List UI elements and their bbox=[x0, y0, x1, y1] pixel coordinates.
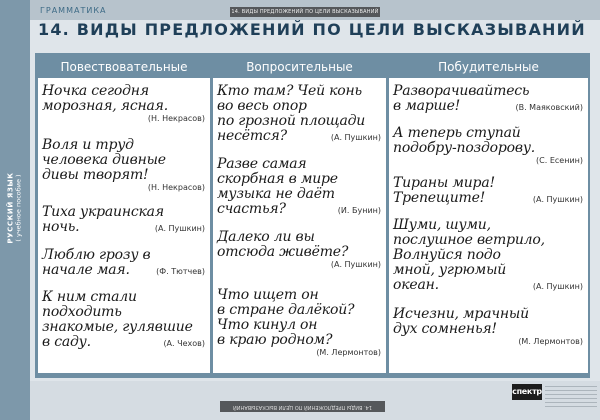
quote-text: Разве самая скорбная в мире музыка не даёт счастья? bbox=[217, 156, 338, 217]
quote-author: (А. Пушкин) bbox=[330, 260, 381, 269]
quote-author: (А. Пушкин) bbox=[330, 133, 381, 142]
quote-item bbox=[217, 288, 381, 358]
page-title: 14. ВИДЫ ПРЕДЛОЖЕНИЙ ПО ЦЕЛИ ВЫСКАЗЫВАНИЙ bbox=[38, 20, 586, 39]
quote-author: (А. Пушкин) bbox=[532, 195, 583, 204]
side-band bbox=[0, 0, 30, 420]
quote-author: (М. Лермонтов) bbox=[518, 337, 583, 346]
quote-item bbox=[217, 230, 381, 270]
quote-item bbox=[393, 126, 583, 166]
footer-caption: 14. ВИДЫ ПРЕДЛОЖЕНИЙ ПО ЦЕЛИ ВЫСКАЗЫВАНИЙ bbox=[220, 401, 385, 412]
sidebar-subtitle: ( учебное пособие ) bbox=[15, 174, 23, 242]
column-declarative bbox=[38, 78, 210, 373]
column-imperative bbox=[389, 78, 588, 373]
quote-item bbox=[42, 84, 205, 124]
quote-text: Далеко ли вы отсюда живёте? bbox=[217, 229, 349, 260]
publisher-logo: спектр bbox=[512, 384, 542, 400]
quote-item bbox=[217, 157, 381, 217]
quote-text: А теперь ступай подобру-поздорову. bbox=[393, 125, 535, 156]
quote-text: Кто там? Чей конь во весь опор по грозной площади несётся? bbox=[217, 83, 366, 144]
quote-item bbox=[393, 218, 583, 293]
sidebar-label bbox=[1, 148, 29, 268]
quote-item bbox=[42, 290, 205, 350]
top-caption: 14. ВИДЫ ПРЕДЛОЖЕНИЙ ПО ЦЕЛИ ВЫСКАЗЫВАНИЙ bbox=[231, 9, 379, 15]
quote-author: (М. Лермонтов) bbox=[316, 348, 381, 357]
quote-author: (Н. Некрасов) bbox=[147, 114, 205, 123]
quote-author: (И. Бунин) bbox=[337, 206, 381, 215]
quote-item bbox=[42, 138, 205, 193]
quote-item bbox=[393, 84, 583, 114]
quote-item bbox=[42, 205, 205, 235]
quote-text: Разворачивайтесь в марше! bbox=[393, 83, 530, 114]
subject-label: ГРАММАТИКА bbox=[40, 6, 107, 15]
quote-author: (Н. Некрасов) bbox=[147, 183, 205, 192]
quote-item bbox=[217, 84, 381, 144]
quote-text: Исчезни, мрачный дух сомненья! bbox=[393, 306, 529, 337]
fine-print bbox=[545, 386, 597, 410]
quote-item bbox=[42, 248, 205, 278]
sidebar-title: РУССКИЙ ЯЗЫК bbox=[7, 172, 15, 244]
quote-text: Шуми, шуми, послушное ветрило, Волнуйся подо мной, угрюмый океан. bbox=[393, 217, 545, 293]
column-header-imperative: Побудительные bbox=[438, 60, 539, 74]
quote-text: Тираны мира! Трепещите! bbox=[393, 175, 495, 206]
quote-author: (С. Есенин) bbox=[536, 156, 583, 165]
quote-text: К ним стали подходить знакомые, гулявшие в саду. bbox=[42, 289, 193, 350]
quote-author: (А. Пушкин) bbox=[532, 282, 583, 291]
column-header-interrogative: Вопросительные bbox=[246, 60, 353, 74]
quote-text: Ночка сегодня морозная, ясная. bbox=[42, 83, 168, 114]
quote-item bbox=[393, 176, 583, 206]
column-header-declarative: Повествовательные bbox=[60, 60, 188, 74]
quote-author: (Ф. Тютчев) bbox=[156, 267, 205, 276]
quote-author: (А. Пушкин) bbox=[154, 224, 205, 233]
column-interrogative bbox=[213, 78, 386, 373]
quote-text: Воля и труд человека дивные дивы творят! bbox=[42, 137, 166, 183]
quote-text: Тиха украинская ночь. bbox=[42, 204, 164, 235]
quote-text: Люблю грозу в начале мая. bbox=[42, 247, 151, 278]
quote-author: (А. Чехов) bbox=[163, 339, 205, 348]
quote-author: (В. Маяковский) bbox=[515, 103, 583, 112]
quote-item bbox=[393, 307, 583, 347]
quote-text: Что ищет он в стране далёкой? Что кинул он в краю родном? bbox=[217, 287, 355, 348]
